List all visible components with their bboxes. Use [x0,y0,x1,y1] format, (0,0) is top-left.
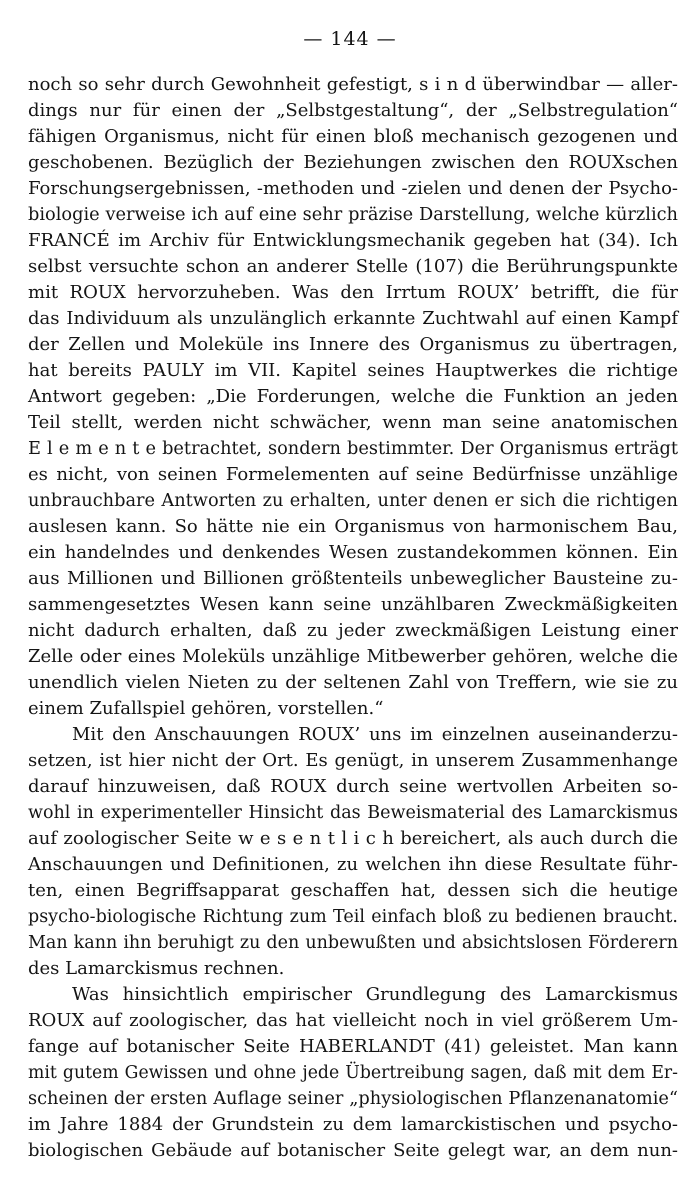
text-line: FRANCÉ im Archiv für Entwicklungsmechanik gegeben hat (34). Ich [28,230,678,251]
text-line: wohl in experimenteller Hinsicht das Beweismaterial des Lamarckismus [28,803,678,823]
text-line: Anschauungen und Definitionen, zu welchen ihn diese Resultate führ- [28,854,678,875]
text-line: geschobenen. Bezüglich der Beziehungen zwischen den ROUXschen [28,152,678,173]
text-line: auf zoologischer Seite w e s e n t l i c h bereichert, als auch durch die [28,828,678,849]
text-line: Man kann ihn beruhigt zu den unbewußten und absichtslosen Förderern [28,933,678,953]
text-line: mit gutem Gewissen und ohne jede Übertreibung sagen, daß mit dem Er- [28,1063,678,1083]
text-line: Antwort gegeben: „Die Forderungen, welche die Funktion an jeden [28,386,678,407]
text-line: ein handelndes und denkendes Wesen zustandekommen können. Ein [28,542,678,563]
text-line: Mit den Anschauungen ROUX’ uns im einzelnen auseinanderzu- [72,724,678,745]
text-line: unbrauchbare Antworten zu erhalten, unter denen er sich die richtigen [28,491,678,511]
text-line: Was hinsichtlich empirischer Grundlegung des Lamarckismus [72,984,678,1005]
text-line: psycho-biologische Richtung zum Teil einfach bloß zu bedienen braucht. [28,907,678,927]
text-line: nicht dadurch erhalten, daß zu jeder zweckmäßigen Leistung einer [28,620,678,641]
text-line: E l e m e n t e betrachtet, sondern bestimmter. Der Organismus erträgt [28,439,678,459]
text-line: darauf hinzuweisen, daß ROUX durch seine wertvollen Arbeiten so- [28,776,678,797]
text-line: hat bereits PAULY im VII. Kapitel seines Hauptwerkes die richtige [28,360,678,381]
text-line: fange auf botanischer Seite HABERLANDT (41) geleistet. Man kann [28,1036,678,1057]
text-line: setzen, ist hier nicht der Ort. Es genügt, in unserem Zusammenhange [28,750,678,771]
text-line: biologischen Gebäude auf botanischer Seite gelegt war, an dem nun- [28,1140,678,1161]
text-line: im Jahre 1884 der Grundstein zu dem lamarckistischen und psycho- [28,1114,678,1135]
text-line: einem Zufallspiel gehören, vorstellen.“ [28,698,384,719]
text-line: selbst versuchte schon an anderer Stelle (107) die Berührungspunkte [28,256,678,277]
body-text [28,72,678,1164]
text-line: sammengesetztes Wesen kann seine unzählbaren Zweckmäßigkeiten [28,594,678,615]
text-line: mit ROUX hervorzuheben. Was den Irrtum ROUX’ betrifft, die für [28,282,678,303]
text-line: Zelle oder eines Moleküls unzählige Mitbewerber gehören, welche die [28,646,678,667]
text-line: das Individuum als unzulänglich erkannte Zuchtwahl auf einen Kampf [28,308,678,329]
text-line: fähigen Organismus, nicht für einen bloß mechanisch gezogenen und [28,126,678,147]
text-line: scheinen der ersten Auflage seiner „physiologischen Pflanzenanatomie“ [28,1089,678,1109]
text-line: der Zellen und Moleküle ins Innere des Organismus zu übertragen, [28,334,678,355]
text-line: biologie verweise ich auf eine sehr präzise Darstellung, welche kürzlich [28,205,678,225]
text-line: Teil stellt, werden nicht schwächer, wenn man seine anatomischen [28,412,678,433]
text-line: aus Millionen und Billionen größtenteils unbeweglicher Bausteine zu- [28,568,678,589]
text-line: noch so sehr durch Gewohnheit gefestigt, s i n d überwindbar — aller- [28,74,678,95]
text-line: dings nur für einen der „Selbstgestaltung“, der „Selbstregulation“ [28,100,678,121]
text-line: unendlich vielen Nieten zu der seltenen Zahl von Treffern, wie sie zu [28,672,678,693]
text-line: des Lamarckismus rechnen. [28,958,285,979]
text-line: ten, einen Begriffsapparat geschaffen hat, dessen sich die heutige [28,880,678,901]
page-number: — 144 — [303,28,397,50]
text-line: auslesen kann. So hätte nie ein Organismus von harmonischem Bau, [28,516,678,537]
text-line: es nicht, von seinen Formelementen auf seine Bedürfnisse unzählige [28,464,678,485]
text-line: Forschungsergebnissen, -methoden und -zielen und denen der Psycho- [28,178,678,199]
text-line: ROUX auf zoologischer, das hat vielleicht noch in viel größerem Um- [28,1010,678,1031]
